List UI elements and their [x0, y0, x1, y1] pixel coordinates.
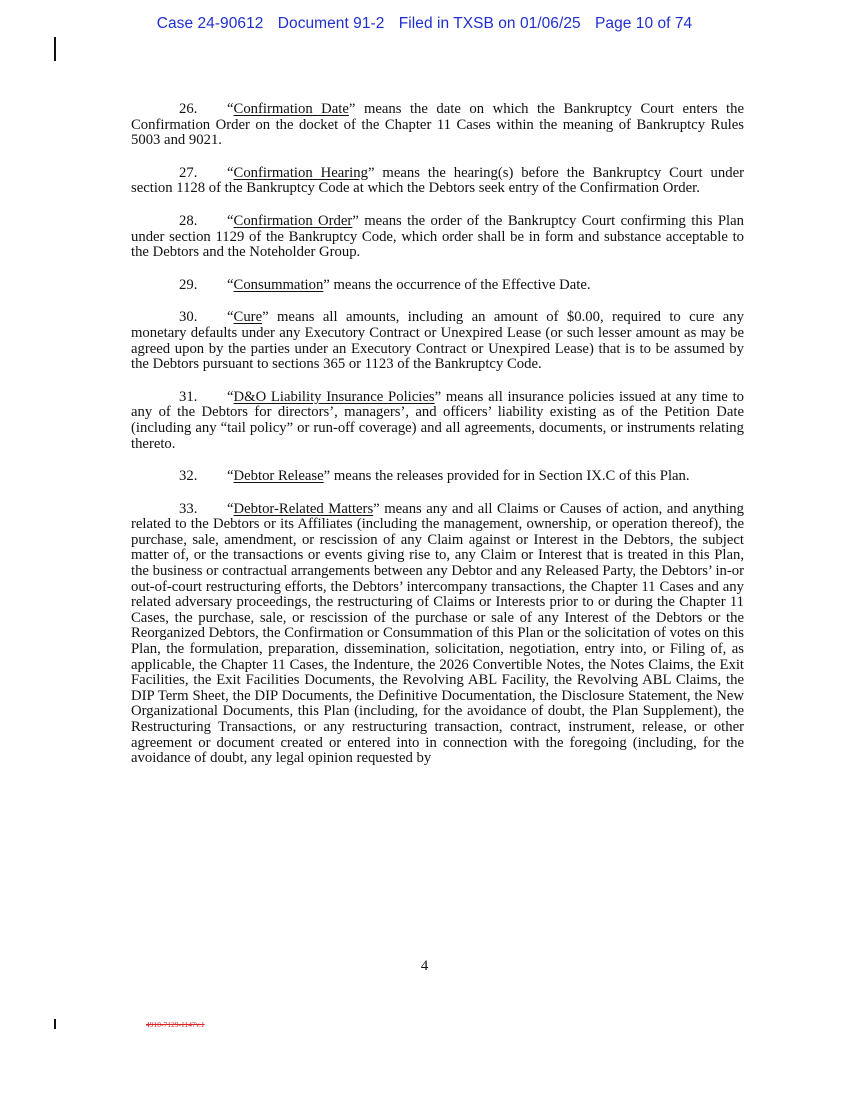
close-quote: ”: [348, 101, 356, 117]
header-page: Page 10 of 74: [595, 15, 693, 32]
change-bar-bottom: [54, 1019, 56, 1029]
close-quote: ”: [323, 276, 330, 293]
definition-text: means any and all Claims or Causes of action, and anything related to the Debtors or its Affiliates (including the management, ownership, or operation thereof), the purchase, sale, amendment, or rescission of any Claim against or Interest in the Debtors, the subject matter of, or the transactions or events giving rise to, any Claim or Interest that is treated in this Plan, the business or contractual arrangements between any Debtor and any Released Party, the Debtors’ in-or out-of-court restructuring efforts, the Debtors’ intercompany transactions, the Chapter 11 Cases and any related adversary proceedings, the restructuring of Claims or Interests prior to or during the Chapter 11 Cases, the purchase, sale, or rescission of the purchase or sale of any Interest of the Debtors or the Reorganized Debtors, the Confirmation or Consummation of this Plan or the solicitation of votes on this Plan, the formulation, preparation, dissemination, solicitation, negotiation, entry into, or Filing of, as applicable, the Chapter 11 Cases, the Indenture, the 2026 Convertible Notes, the Notes Claims, the Exit Facilities, the Exit Facilities Documents, the Revolving ABL Facility, the Revolving ABL Claims, the DIP Term Sheet, the DIP Documents, the Definitive Documentation, the Disclosure Statement, the New Organizational Documents, this Plan (including, for the avoidance of doubt, the Plan Supplement), the Restructuring Transactions, or any restructuring transaction, contract, instrument, release, or other agreement or document created or entered into in connection with the foregoing (including, for the avoidance of doubt, any legal opinion requested by: [131, 500, 744, 767]
paragraph-number: 29.: [179, 276, 198, 293]
header-document: Document 91-2: [277, 15, 385, 32]
paragraph-number: 30.: [179, 309, 198, 326]
close-quote: ”: [323, 468, 331, 485]
definition-paragraph: [131, 166, 744, 197]
open-quote: “: [227, 468, 234, 485]
header-filed: Filed in TXSB on 01/06/25: [398, 15, 581, 32]
defined-term: D&O Liability Insurance Policies: [233, 388, 435, 405]
paragraph-number: 26.: [179, 101, 198, 117]
defined-term: Debtor-Related Matters: [233, 500, 374, 517]
document-id: 4910-7129-1147v.1: [146, 1020, 205, 1029]
close-quote: ”: [352, 212, 359, 229]
defined-term: Confirmation Order: [233, 212, 353, 229]
close-quote: ”: [367, 164, 375, 181]
court-filing-header: [0, 15, 849, 33]
defined-term: Debtor Release: [233, 468, 324, 485]
defined-term: Confirmation Hearing: [233, 164, 368, 181]
paragraph-number: 28.: [179, 212, 198, 229]
paragraph-number: 27.: [179, 164, 198, 181]
definition-paragraph: [131, 214, 744, 261]
definition-text: means all amounts, including an amount of $0.00, required to cure any monetary defaults under any Executory Contract or Unexpired Lease (or such lesser amount as may be agreed upon by the parties under an Executory Contract or Unexpired Lease) that is to be assumed by the Debtors pursuant to sections 365 or 1123 of the Bankruptcy Code.: [131, 309, 744, 373]
definition-text: means the date on which the Bankruptcy Court enters the Confirmation Order on the docket of the Chapter 11 Cases within the meaning of Bankruptcy Rules 5003 and 9021.: [131, 101, 744, 149]
definition-paragraph: [131, 102, 744, 149]
open-quote: “: [227, 388, 234, 405]
definition-paragraph: [131, 390, 744, 452]
definition-paragraph: [131, 310, 744, 372]
open-quote: “: [227, 500, 234, 517]
definition-text: means the order of the Bankruptcy Court confirming this Plan under section 1129 of the Bankruptcy Code, which order shall be in form and substance acceptable to the Debtors and the Noteholder Group.: [131, 212, 744, 261]
close-quote: ”: [373, 500, 380, 517]
paragraph-number: 33.: [179, 500, 198, 517]
change-bar-top: [54, 37, 56, 61]
header-case: Case 24-90612: [156, 15, 264, 32]
defined-term: Confirmation Date: [233, 101, 349, 117]
open-quote: “: [227, 212, 234, 229]
definition-paragraph: [131, 469, 744, 485]
paragraph-number: 32.: [179, 468, 198, 485]
definition-text: means all insurance policies issued at any time to any of the Debtors for directors’, managers’, and officers’ liability existing as of the Petition Date (including any “tail policy” or run-off coverage) and all agreements, documents, or instruments relating thereto.: [131, 388, 744, 452]
definition-text: means the hearing(s) before the Bankruptcy Court under section 1128 of the Bankruptcy Code at which the Debtors seek entry of the Confirmation Order.: [131, 164, 744, 197]
open-quote: “: [227, 164, 234, 181]
open-quote: “: [227, 101, 234, 117]
paragraph-number: 31.: [179, 388, 198, 405]
open-quote: “: [227, 276, 234, 293]
close-quote: ”: [434, 388, 442, 405]
open-quote: “: [227, 309, 234, 326]
definition-text: means the occurrence of the Effective Date.: [329, 276, 591, 293]
document-body: [131, 102, 744, 784]
defined-term: Consummation: [233, 276, 324, 293]
close-quote: ”: [262, 309, 269, 326]
defined-term: Cure: [233, 309, 263, 326]
page-number: 4: [420, 958, 429, 974]
definition-paragraph: [131, 502, 744, 767]
definition-paragraph: [131, 278, 744, 294]
definition-text: means the releases provided for in Section IX.C of this Plan.: [330, 468, 690, 485]
